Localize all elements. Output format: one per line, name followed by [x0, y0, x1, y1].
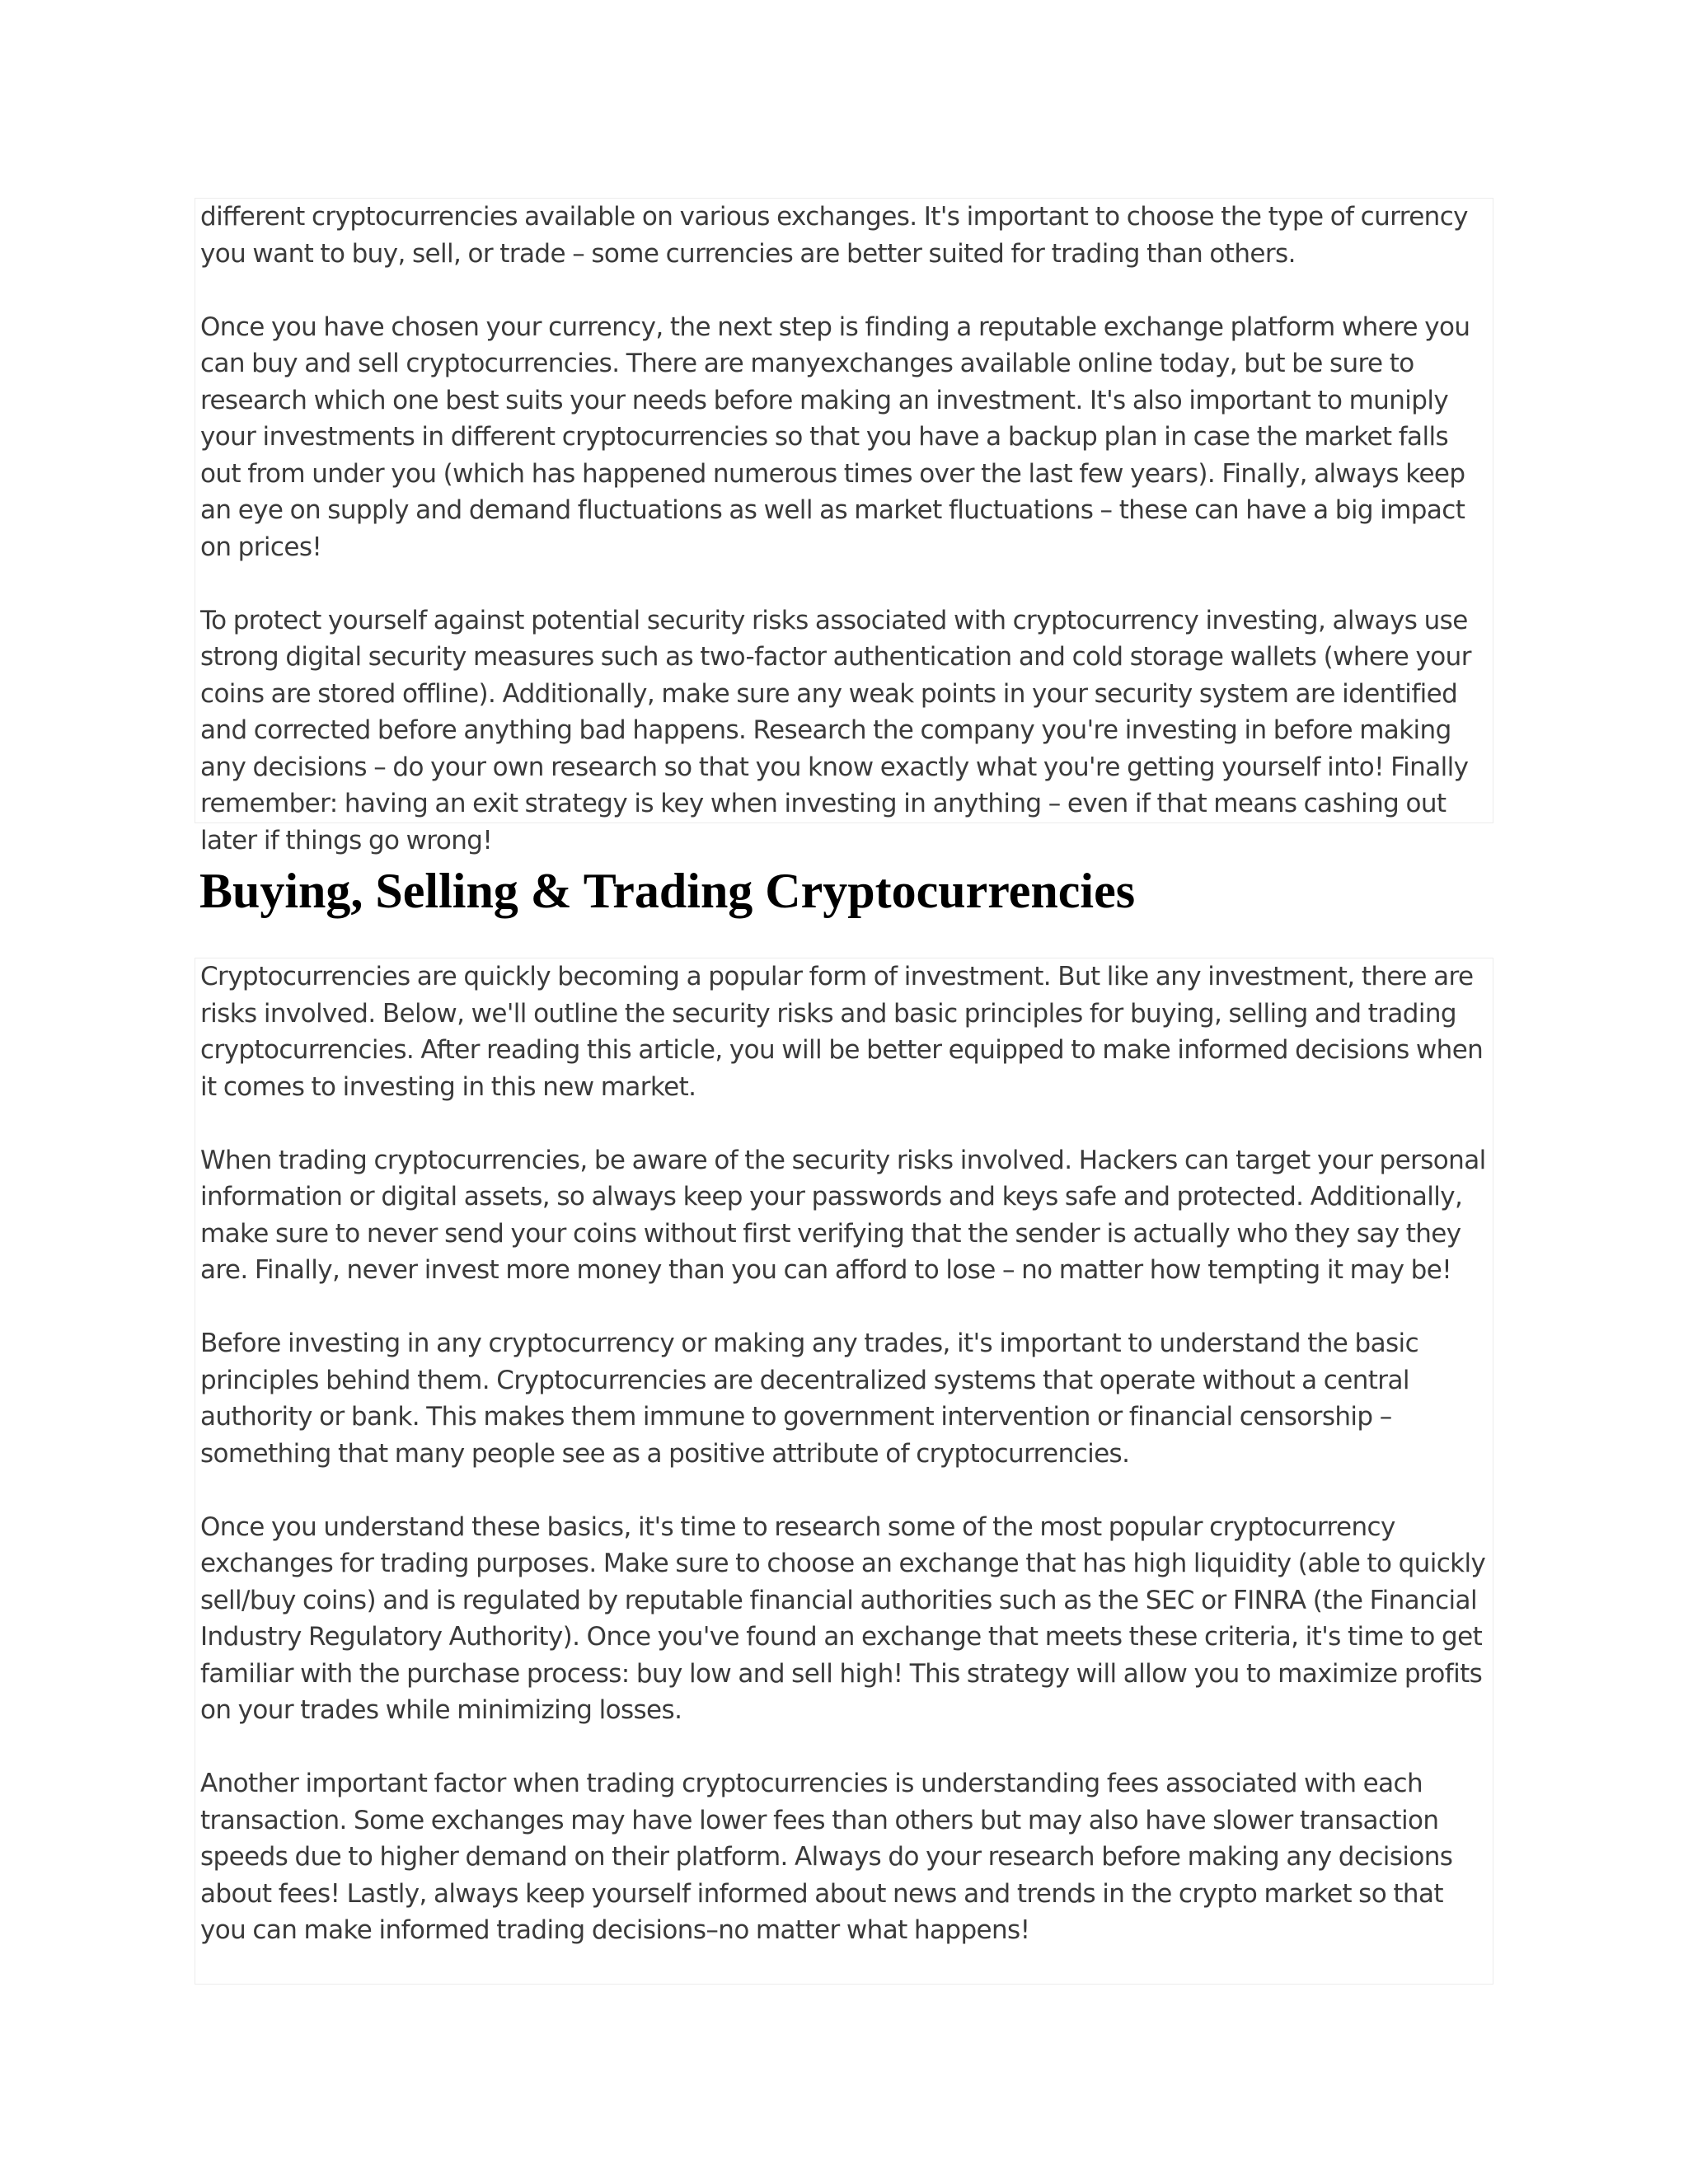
paragraph: Before investing in any cryptocurrency or making any trades, it's important to understand the basic principles behind them. Cryptocurrencies are decentralized systems that operate without a central authority or bank. This makes them immune to government intervention or financial censorship – something that many people see as a positive attribute of cryptocurrencies.: [200, 1329, 1419, 1469]
paragraph: Once you understand these basics, it's time to research some of the most popular cryptocurrency exchanges for trading purposes. Make sure to choose an exchange that has high liquidity (able to quickly sell/buy coins) and is regulated by reputable financial authorities such as the SEC or FINRA (the Financial Industry Regulatory Authority). Once you've found an exchange that meets these criteria, it's time to get familiar with the purchase process: buy low and sell high! This strategy will allow you to maximize profits on your trades while minimizing losses.: [200, 1511, 1486, 1725]
section-heading: Buying, Selling & Trading Cryptocurrencies: [199, 864, 1136, 918]
paragraph: To protect yourself against potential security risks associated with cryptocurrency investing, always use strong digital security measures such as two-factor authentication and cold storage wallets (where your coins are stored offline). Additionally, make sure any weak points in your security system are identified and corrected before anything bad happens. Research the company you're investing in before making any decisions – do your own research so that you know exactly what you're getting yourself into! Finally remember: having an exit strategy is key when investing in anything – even if that means cashing out later if things go wrong!: [200, 605, 1471, 855]
paragraph: Once you have chosen your currency, the next step is finding a reputable exchange platform where you can buy and sell cryptocurrencies. There are manyexchanges available online today, but be sure to research which one best suits your needs before making an investment. It's also important to muniply your investments in different cryptocurrencies so that you have a backup plan in case the market falls out from under you (which has happened numerous times over the last few years). Finally, always keep an eye on supply and demand fluctuations as well as market fluctuations – these can have a big impact on prices!: [200, 312, 1470, 562]
paragraph: Cryptocurrencies are quickly becoming a popular form of investment. But like any investment, there are risks involved. Below, we'll outline the security risks and basic principles for buying, selling and trading cryptocurrencies. After reading this article, you will be better equipped to make informed decisions when it comes to investing in this new market.: [200, 962, 1484, 1102]
paragraph: Another important factor when trading cryptocurrencies is understanding fees associated with each transaction. Some exchanges may have lower fees than others but may also have slower transaction speeds due to higher demand on their platform. Always do your research before making any decisions about fees! Lastly, always keep yourself informed about news and trends in the crypto market so that you can make informed trading decisions–no matter what happens!: [200, 1769, 1453, 1945]
paragraph: When trading cryptocurrencies, be aware of the security risks involved. Hackers can target your personal information or digital assets, so always keep your passwords and keys safe and protected. Additionally, make sure to never send your coins without first verifying that the sender is actually who they say they are. Finally, never invest more money than you can afford to lose – no matter how tempting it may be!: [200, 1145, 1486, 1285]
text-section-bottom: [195, 958, 1493, 1985]
text-section-top: [195, 198, 1493, 855]
paragraph: different cryptocurrencies available on various exchanges. It's important to choose the type of currency you want to buy, sell, or trade – some currencies are better suited for trading than others.: [200, 202, 1468, 269]
